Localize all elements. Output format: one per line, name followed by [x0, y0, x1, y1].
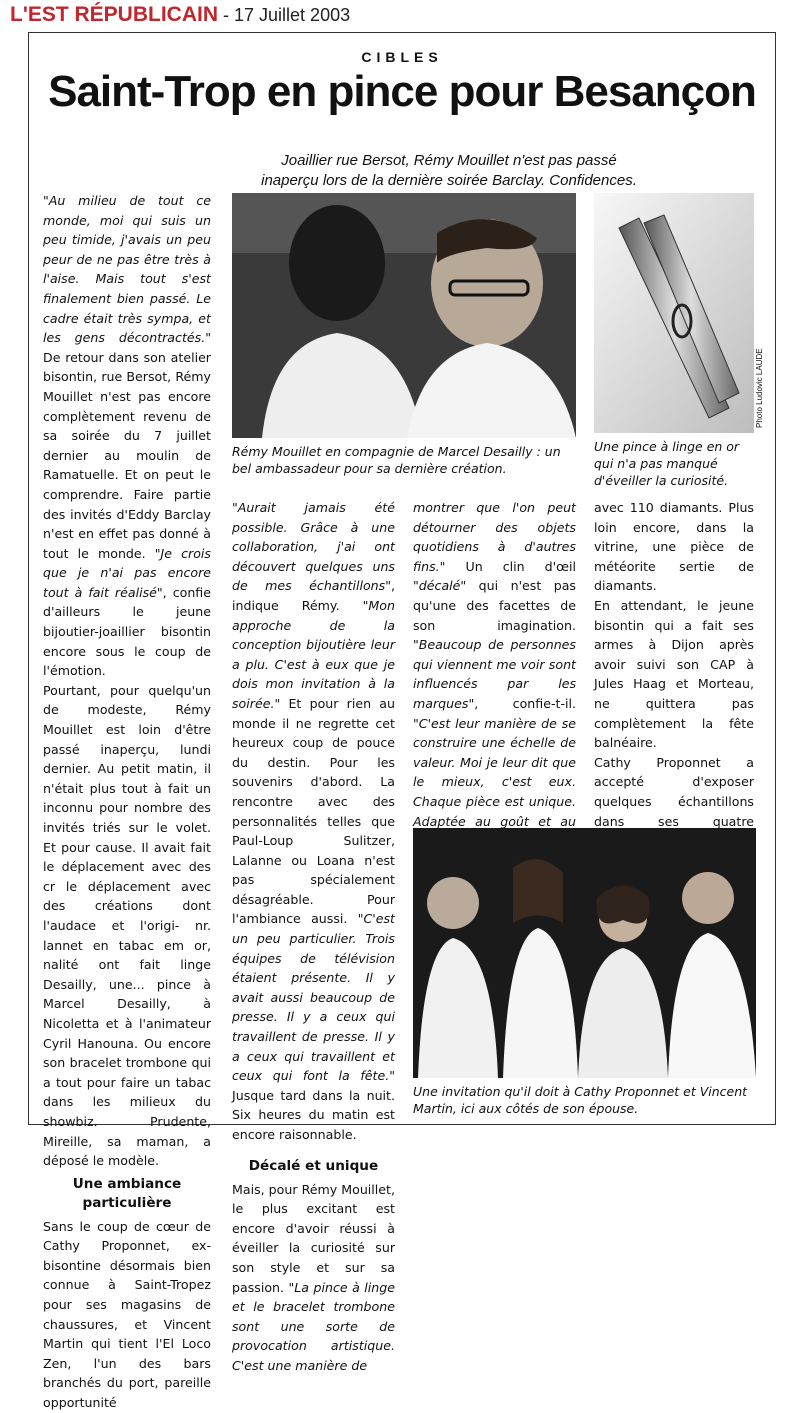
- col2-paragraph-1: "Aurait jamais été possible. Grâce à une collaboration, j'ai ont découvert quelques uns de mes échantillons", indique Rémy. "Mon approche de la conception bijoutière leur a plu. C'est à eux que je dois mon invitation à la soirée." Et pour rien au monde il ne regrette cet heureux coup de pouce du destin. Pour les souvenirs d'abord. La rencontre avec des personnalités telles que Paul-Loup Sulitzer, Lalanne ou Loana n'est pas spécialement désagréable. Pour l'ambiance aussi. "C'est un peu particulier. Trois équipes de télévision étaient présente. Il y avait aussi beaucoup de presse. Il y a ceux qui travaillent de presse. Il y a ceux qui travaillent et ceux qui font la fête." Jusque tard dans la nuit. Six heures du matin est encore raisonnable.: [232, 500, 395, 1142]
- caption-group-photo: Une invitation qu'il doit à Cathy Proponnet et Vincent Martin, ici aux côtés de son épouse.: [413, 1084, 748, 1116]
- photo-credit: Photo Ludovic LAUDE: [755, 348, 764, 428]
- standfirst-line-1: Joaillier rue Bersot, Rémy Mouillet n'est pas passé: [281, 152, 617, 169]
- col4-paragraph-2: En attendant, le jeune bisontin qui a fait ses armes à Dijon après avoir suivi son CAP à Jules Haag et Morteau, ne quittera pas complètement la fête balnéaire.: [594, 597, 754, 751]
- photo-clothes-peg: [594, 193, 754, 433]
- subhead-decale: Décalé et unique: [248, 1157, 379, 1174]
- newspaper-name: L'EST RÉPUBLICAIN: [10, 3, 219, 26]
- caption-clothes-peg: Une pince à linge en or qui n'a pas manqué d'éveiller la curiosité.: [594, 439, 740, 488]
- column-2: [232, 498, 395, 1376]
- section-rubric: CIBLES: [361, 49, 443, 65]
- col1-paragraph-3: Sans le coup de cœur de Cathy Proponnet, ex-bisontine désormais bien connue à Saint-Tropez pour ses magasins de chaussures, et Vincent Martin qui tient l'El Loco Zen, l'un des bars branchés du port, pareille opportunité: [43, 1218, 211, 1411]
- standfirst-line-2: inaperçu lors de la dernière soirée Barclay. Confidences.: [261, 172, 637, 189]
- col1-paragraph-1: "Au milieu de tout ce monde, moi qui suis un peu timide, j'avais un peu peur de ne pas être très à l'aise. Mais tout s'est finalement bien passé. Le cadre était très sympa, et les gens décontractés." De retour dans son atelier bisontin, rue Bersot, Rémy Mouillet n'est pas encore complètement revenu de sa soirée du 7 juillet dernier au moulin de Ramatuelle. Et on peut le comprendre. Faire partie des invités d'Eddy Barclay n'est en effet pas donné à tout le monde. "Je crois que je n'ai pas encore tout à fait réalisé", confie d'ailleurs le jeune bijoutier-joaillier bisontin encore sous le coup de l'émotion.: [43, 193, 211, 679]
- col1-paragraph-2: Pourtant, pour quelqu'un de modeste, Rémy Mouillet est loin d'être passé inaperçu, lundi dernier. Au petit matin, il n'était plus tout à fait un inconnu pour nombre des invités triés sur le volet. Et pour cause. Il avait fait le déplacement avec des cr le déplacement avec des créations dont l'audace et l'origi- nr. lannet en tabac em or, nalité ont fait linge Desailly, une... pince à Marcel Desailly, à Nicoletta et à l'animateur Cyril Hanouna. Ou encore son bracelet trombone qui a tout pour faire un tabac dans les milieux du showbiz. Prudente, Mireille, sa maman, a déposé le modèle.: [43, 682, 211, 1169]
- column-1: [43, 191, 211, 1413]
- article-page: [28, 32, 776, 1411]
- photo-desailly: [232, 193, 576, 438]
- headline: Saint-Trop en pince pour Besançon: [48, 67, 756, 116]
- photo-group: [413, 828, 756, 1078]
- subhead-ambiance: Une ambiance particulière: [72, 1175, 182, 1211]
- col4-paragraph-3: Cathy Proponnet a accepté d'exposer quelques échantillons dans ses quatre: [594, 754, 754, 829]
- col4-paragraph-1: avec 110 diamants. Plus loin encore, dans la vitrine, une pièce de météorite sertie de diamants.: [594, 500, 754, 594]
- col3-paragraph-1: montrer que l'on peut détourner des objets quotidiens à d'autres fins." Un clin d'œil "décalé" qui n'est pas qu'une des facettes de son imagination. "Beaucoup de personnes qui viennent me voir sont influencés par les marques", confie-t-il. "C'est leur manière de se construire une échelle de valeur. Moi je leur dit que le mieux, c'est eux. Chaque pièce est unique. Adaptée au goût et au: [413, 500, 576, 829]
- clothes-peg-image: [594, 193, 754, 433]
- caption-photo-desailly: Rémy Mouillet en compagnie de Marcel Desailly : un bel ambassadeur pour sa dernière création.: [232, 444, 561, 476]
- group-photo-image: [413, 828, 756, 1078]
- standfirst: [169, 151, 729, 191]
- publication-date: - 17 Juillet 2003: [218, 5, 351, 25]
- photo-desailly-image: [232, 193, 576, 438]
- masthead: [10, 3, 350, 29]
- col2-paragraph-2: Mais, pour Rémy Mouillet, le plus excitant est encore d'avoir réussi à éveiller la curiosité sur son style et sur sa passion. "La pince à linge et le bracelet trombone sont une sorte de provocation artistique. C'est une manière de: [232, 1181, 396, 1373]
